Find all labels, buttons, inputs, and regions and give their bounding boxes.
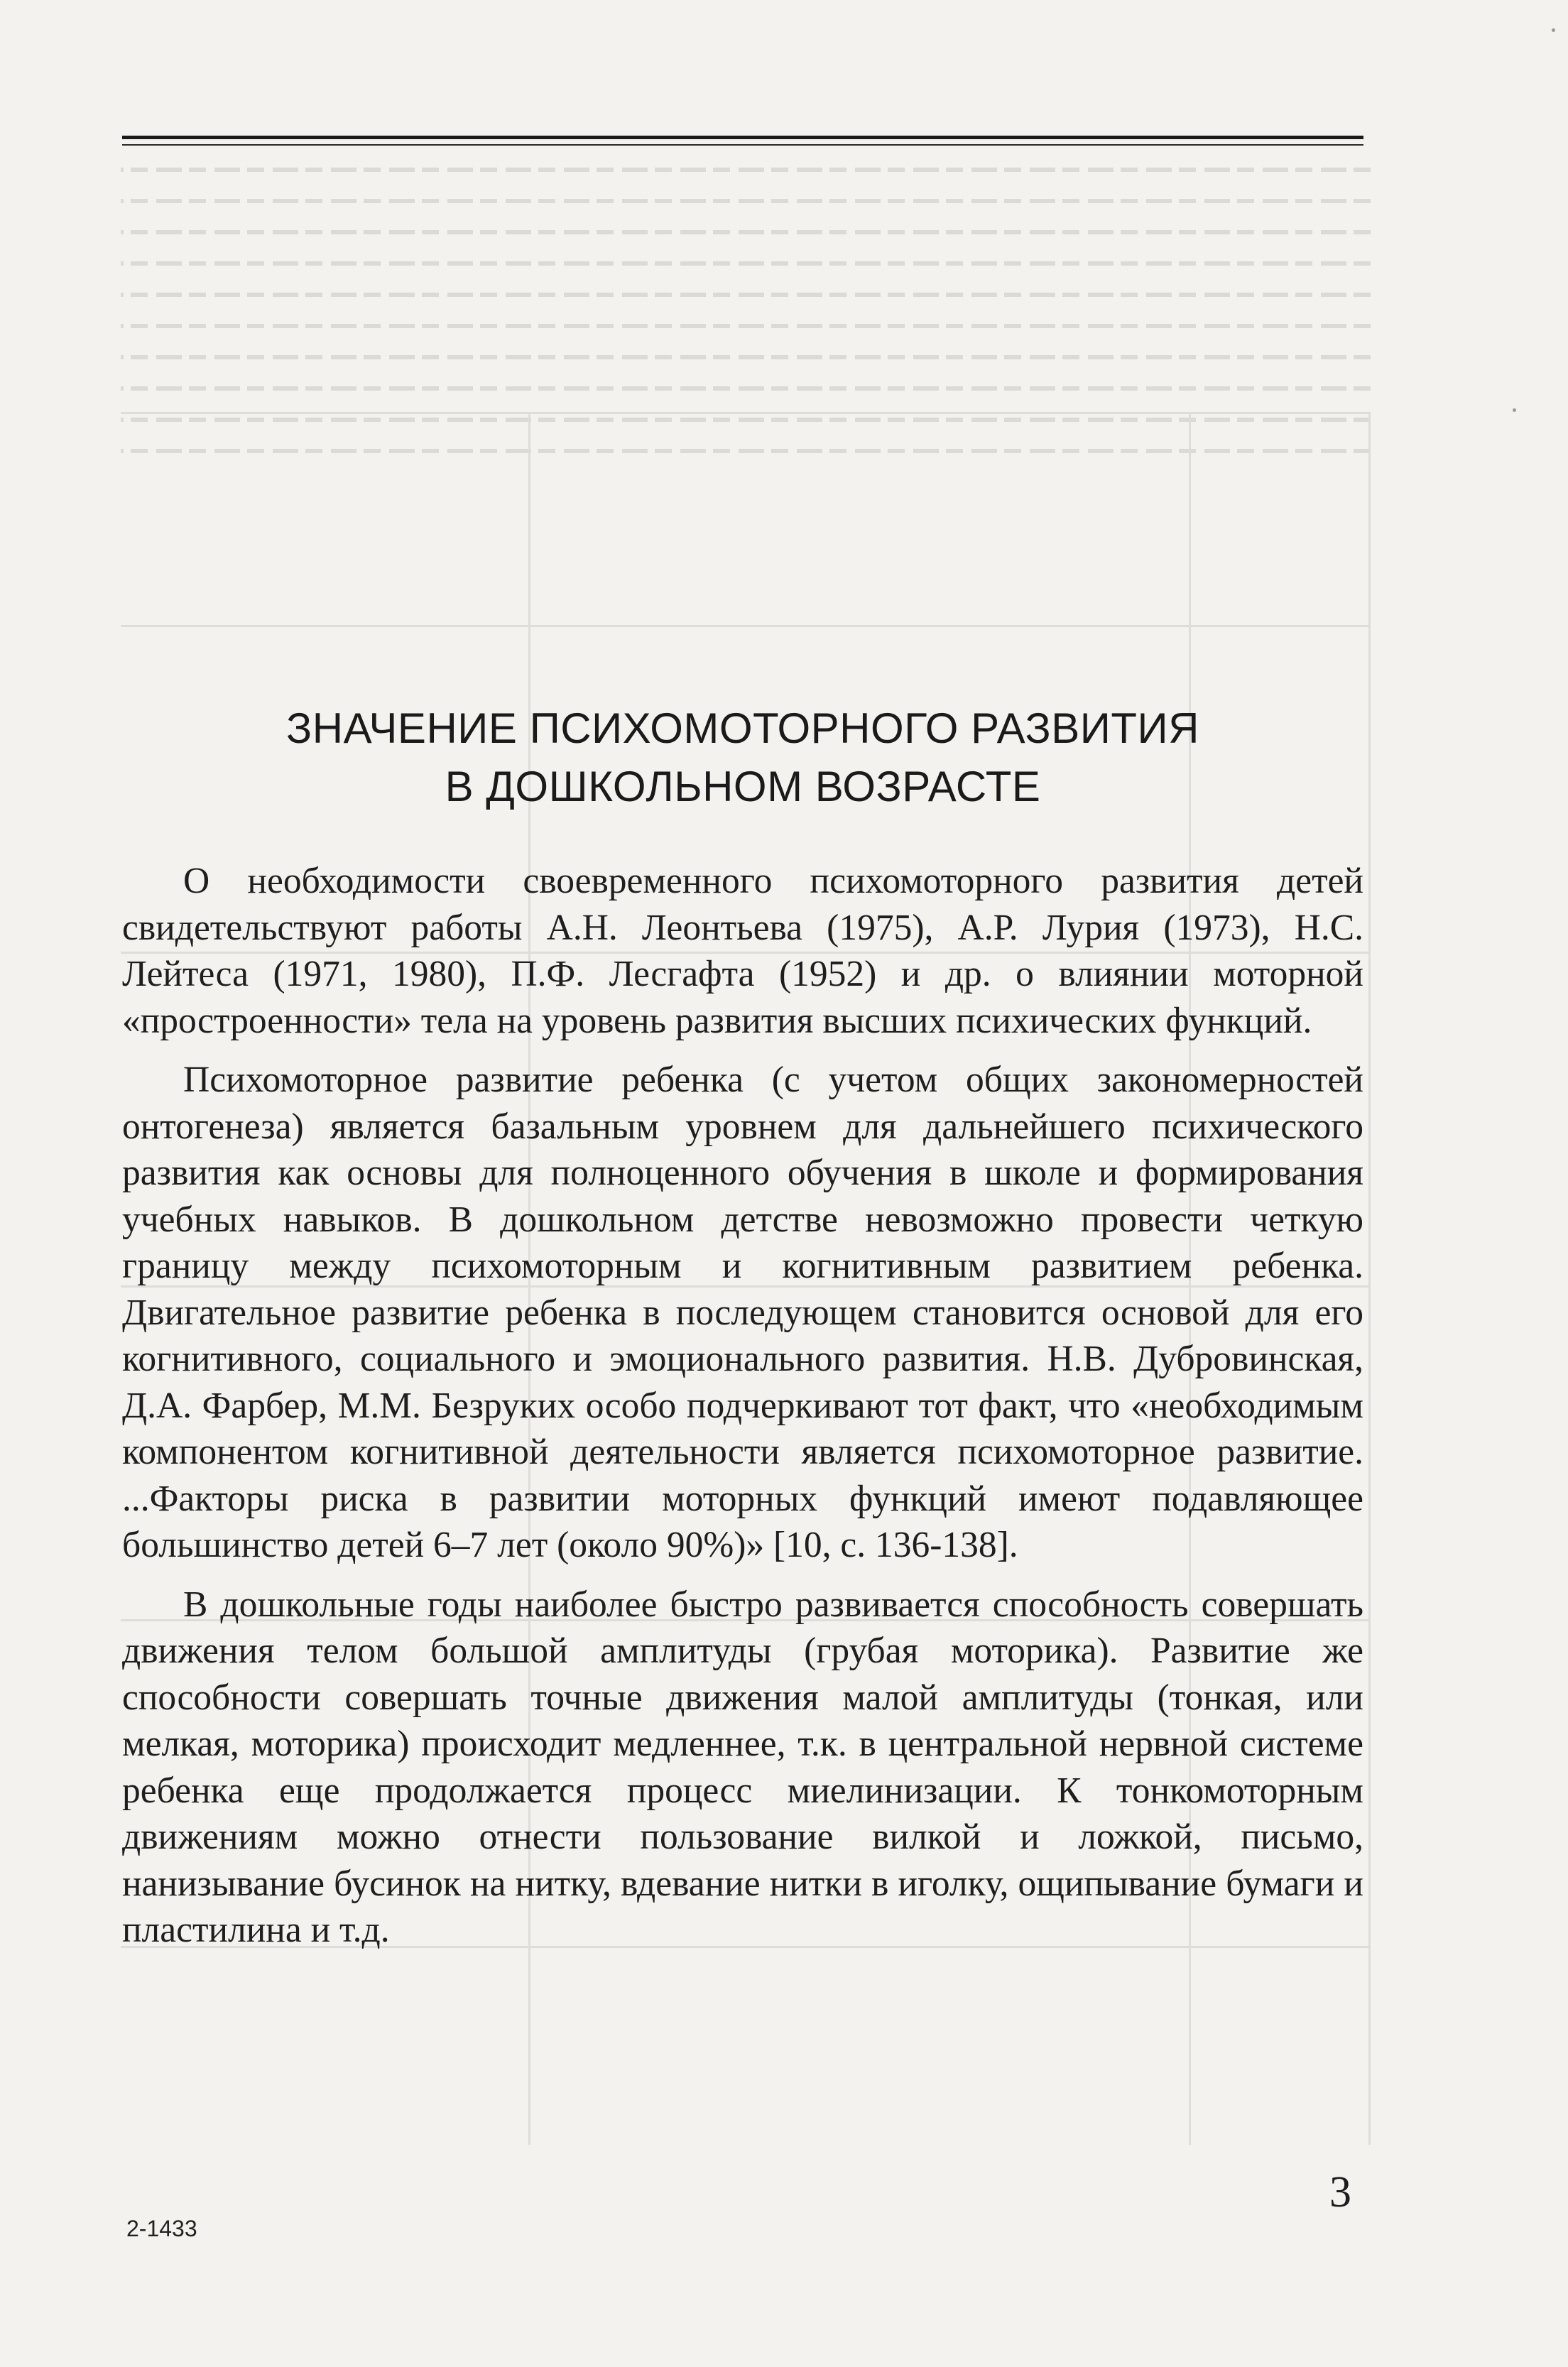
chapter-heading [122, 700, 1363, 816]
heading-line-2: В ДОШКОЛЬНОМ ВОЗРАСТЕ [445, 763, 1041, 810]
paragraph: О необходимости своевременного психомоторного развития детей свидетельствуют работы А.Н. Леонтьева (1975), А.Р. Лурия (1973), Н.С. Лейтеса (1971, 1980), П.Ф. Лесгафта (1952) и др. о влиянии моторной «простроенности» тела на уровень развития высших психических функций. [122, 861, 1363, 1041]
heading-line-1: ЗНАЧЕНИЕ ПСИХОМОТОРНОГО РАЗВИТИЯ [286, 704, 1199, 752]
signature-code: 2-1433 [126, 2216, 197, 2241]
paragraph: В дошкольные годы наиболее быстро развивается способность совершать движения телом большой амплитуды (грубая моторика). Развитие же способности совершать точные движения малой амплитуды (тонкая, или мелкая, моторика) происходит медленнее, т.к. в центральной нервной системе ребенка еще продолжается процесс миелинизации. К тонкомоторным движениям можно отнести пользование вилкой и ложкой, письмо, нанизывание бусинок на нитку, вдевание нитки в иголку, ощипывание бумаги и пластилина и т.д. [122, 1584, 1363, 1950]
header-rule-thin [122, 144, 1363, 146]
page-number: 3 [1329, 2168, 1351, 2216]
paragraph: Психомоторное развитие ребенка (с учетом общих закономерностей онтогенеза) является базальным уровнем для дальнейшего психического развития как основы для полноценного обучения в школе и формирования учебных навыков. В дошкольном детстве невозможно провести четкую границу между психомоторным и когнитивным развитием ребенка. Двигательное развитие ребенка в последующем становится основой для его когнитивного, социального и эмоционального развития. Н.В. Дубровинская, Д.А. Фарбер, М.М. Безруких особо подчеркивают тот факт, что «необходимым компонентом когнитивной деятельности является психомоторное развитие. ...Факторы риска в развитии моторных функций имеют подавляющее большинство детей 6–7 лет (около 90%)» [10, с. 136-138]. [122, 1060, 1363, 1565]
header-rule-thick [122, 136, 1363, 139]
body-text [122, 858, 1363, 1966]
